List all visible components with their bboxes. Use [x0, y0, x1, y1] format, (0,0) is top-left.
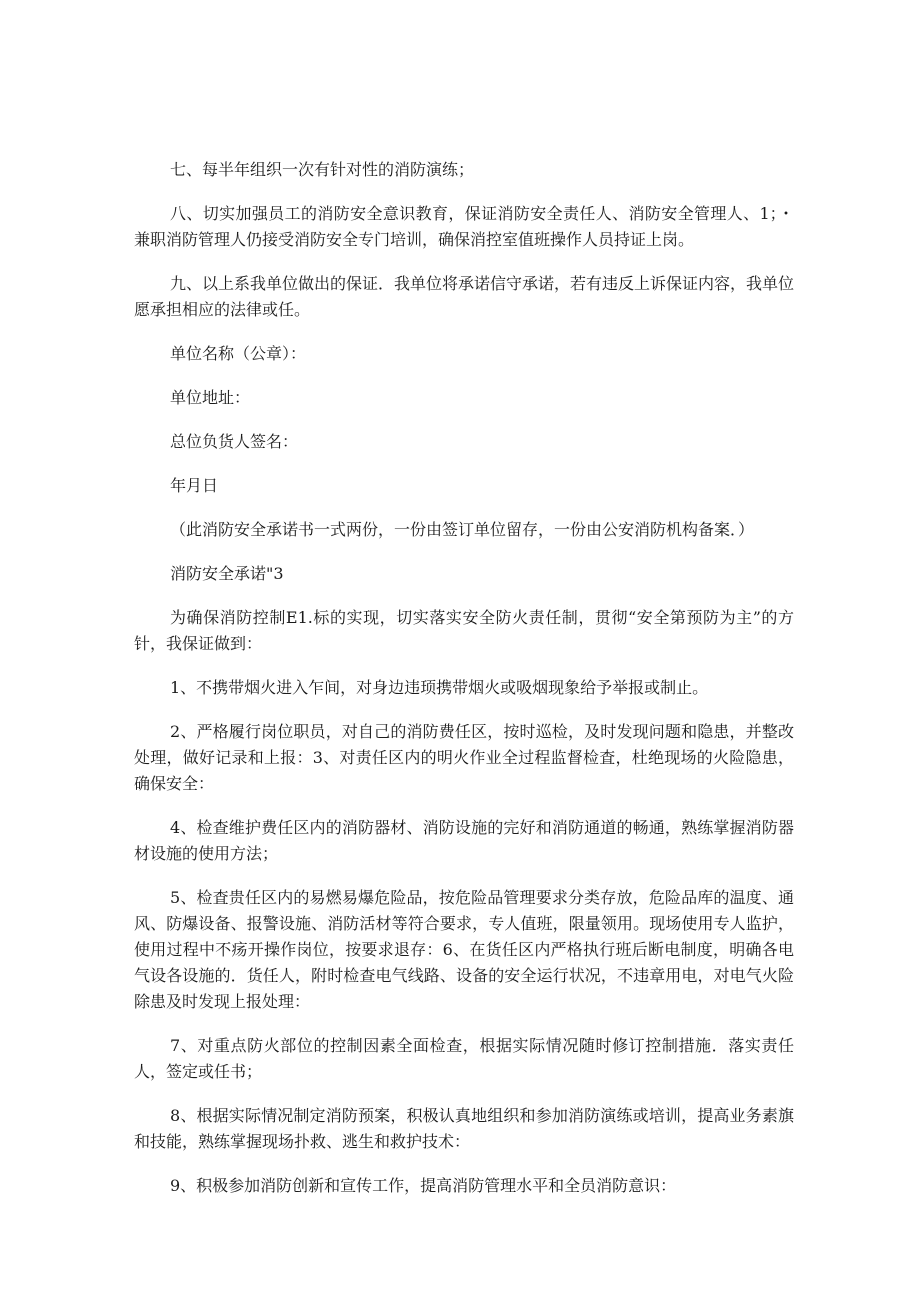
intro-paragraph: 为确保消防控制E1.标的实现，切实落实安全防火责任制，贯彻“安全第预防为主”的方针，我保证做到：: [134, 608, 794, 653]
pledge-item-4: 4、检查维护费任区内的消防器材、消防设施的完好和消防通道的畅通，熟练掌握消防器材设施的使用方法；: [134, 818, 794, 863]
paragraph-item-9: 九、以上系我单位做出的保证．我单位将承诺信守承诺，若有违反上诉保证内容，我单位愿承担相应的法律或任。: [134, 274, 795, 319]
section-title: 消防安全承诺"3: [170, 564, 284, 583]
pledge-item-1: 1、不携带烟火进入乍间，对身边违顼携带烟火或吸烟现象给予举报或制止。: [170, 678, 709, 697]
document-body: [134, 157, 794, 1217]
pledge-item-9: 9、积极参加消防创新和宣传工作，提高消防管理水平和全员消防意识：: [170, 1176, 677, 1195]
pledge-item-5-6: 5、检査贵任区内的易燃易爆危险品，按危险品管理要求分类存放，危险品库的温度、通风、防爆设备、报警设施、消防活材等符合要求，专人值班，限量领用。现场使用专人监护，使用过程中不疡开操作岗位，按要求退存：6、在货任区内严格执行班后断电制度，明确各电气设各设施的．货任人，附时检查电气线路、设备的安全运行状况，不违章用电，对电气火险除患及时发现上报处理：: [134, 888, 794, 1011]
signature-label: 总位负货人签名：: [170, 432, 299, 451]
copy-note: （此消防安全承诺书一式两份，一份由签订单位留存，一份由公安消防机构备案．）: [170, 520, 755, 539]
paragraph-item-7: 七、每半年组织一次有针对性的消防演练；: [170, 160, 475, 179]
unit-name-label: 单位名称（公章）：: [170, 344, 307, 363]
pledge-item-2-3: 2、严格履行岗位职员，对自己的消防费任区，按时巡检，及时发现问题和隐患，并整改处理，做好记录和上报：3、对责任区内的明火作业全过程监督检査，杜绝现场的火险隐患，确保安全：: [134, 722, 794, 793]
paragraph-item-8: 八、切实加强员工的消防安全意识教育，保证消防安全责任人、消防安全管理人、1；・兼职消防管理人仍接受消防安全专门培训，确保消控室值班操作人员持证上岗。: [134, 204, 794, 249]
date-label: 年月日: [170, 476, 219, 495]
unit-address-label: 单位地址：: [170, 388, 251, 407]
pledge-item-8: 8、根据实际情况制定消防预案，积极认真地组织和参加消防演练或培训，提高业务素旗和技能，熟练掌握现场扑救、逃生和救护技术：: [134, 1106, 794, 1151]
pledge-item-7: 7、对重点防火部位的控制因素全面检查，根据实际情况随时修订控制措施．落实责任人，签定或任书；: [134, 1036, 794, 1081]
